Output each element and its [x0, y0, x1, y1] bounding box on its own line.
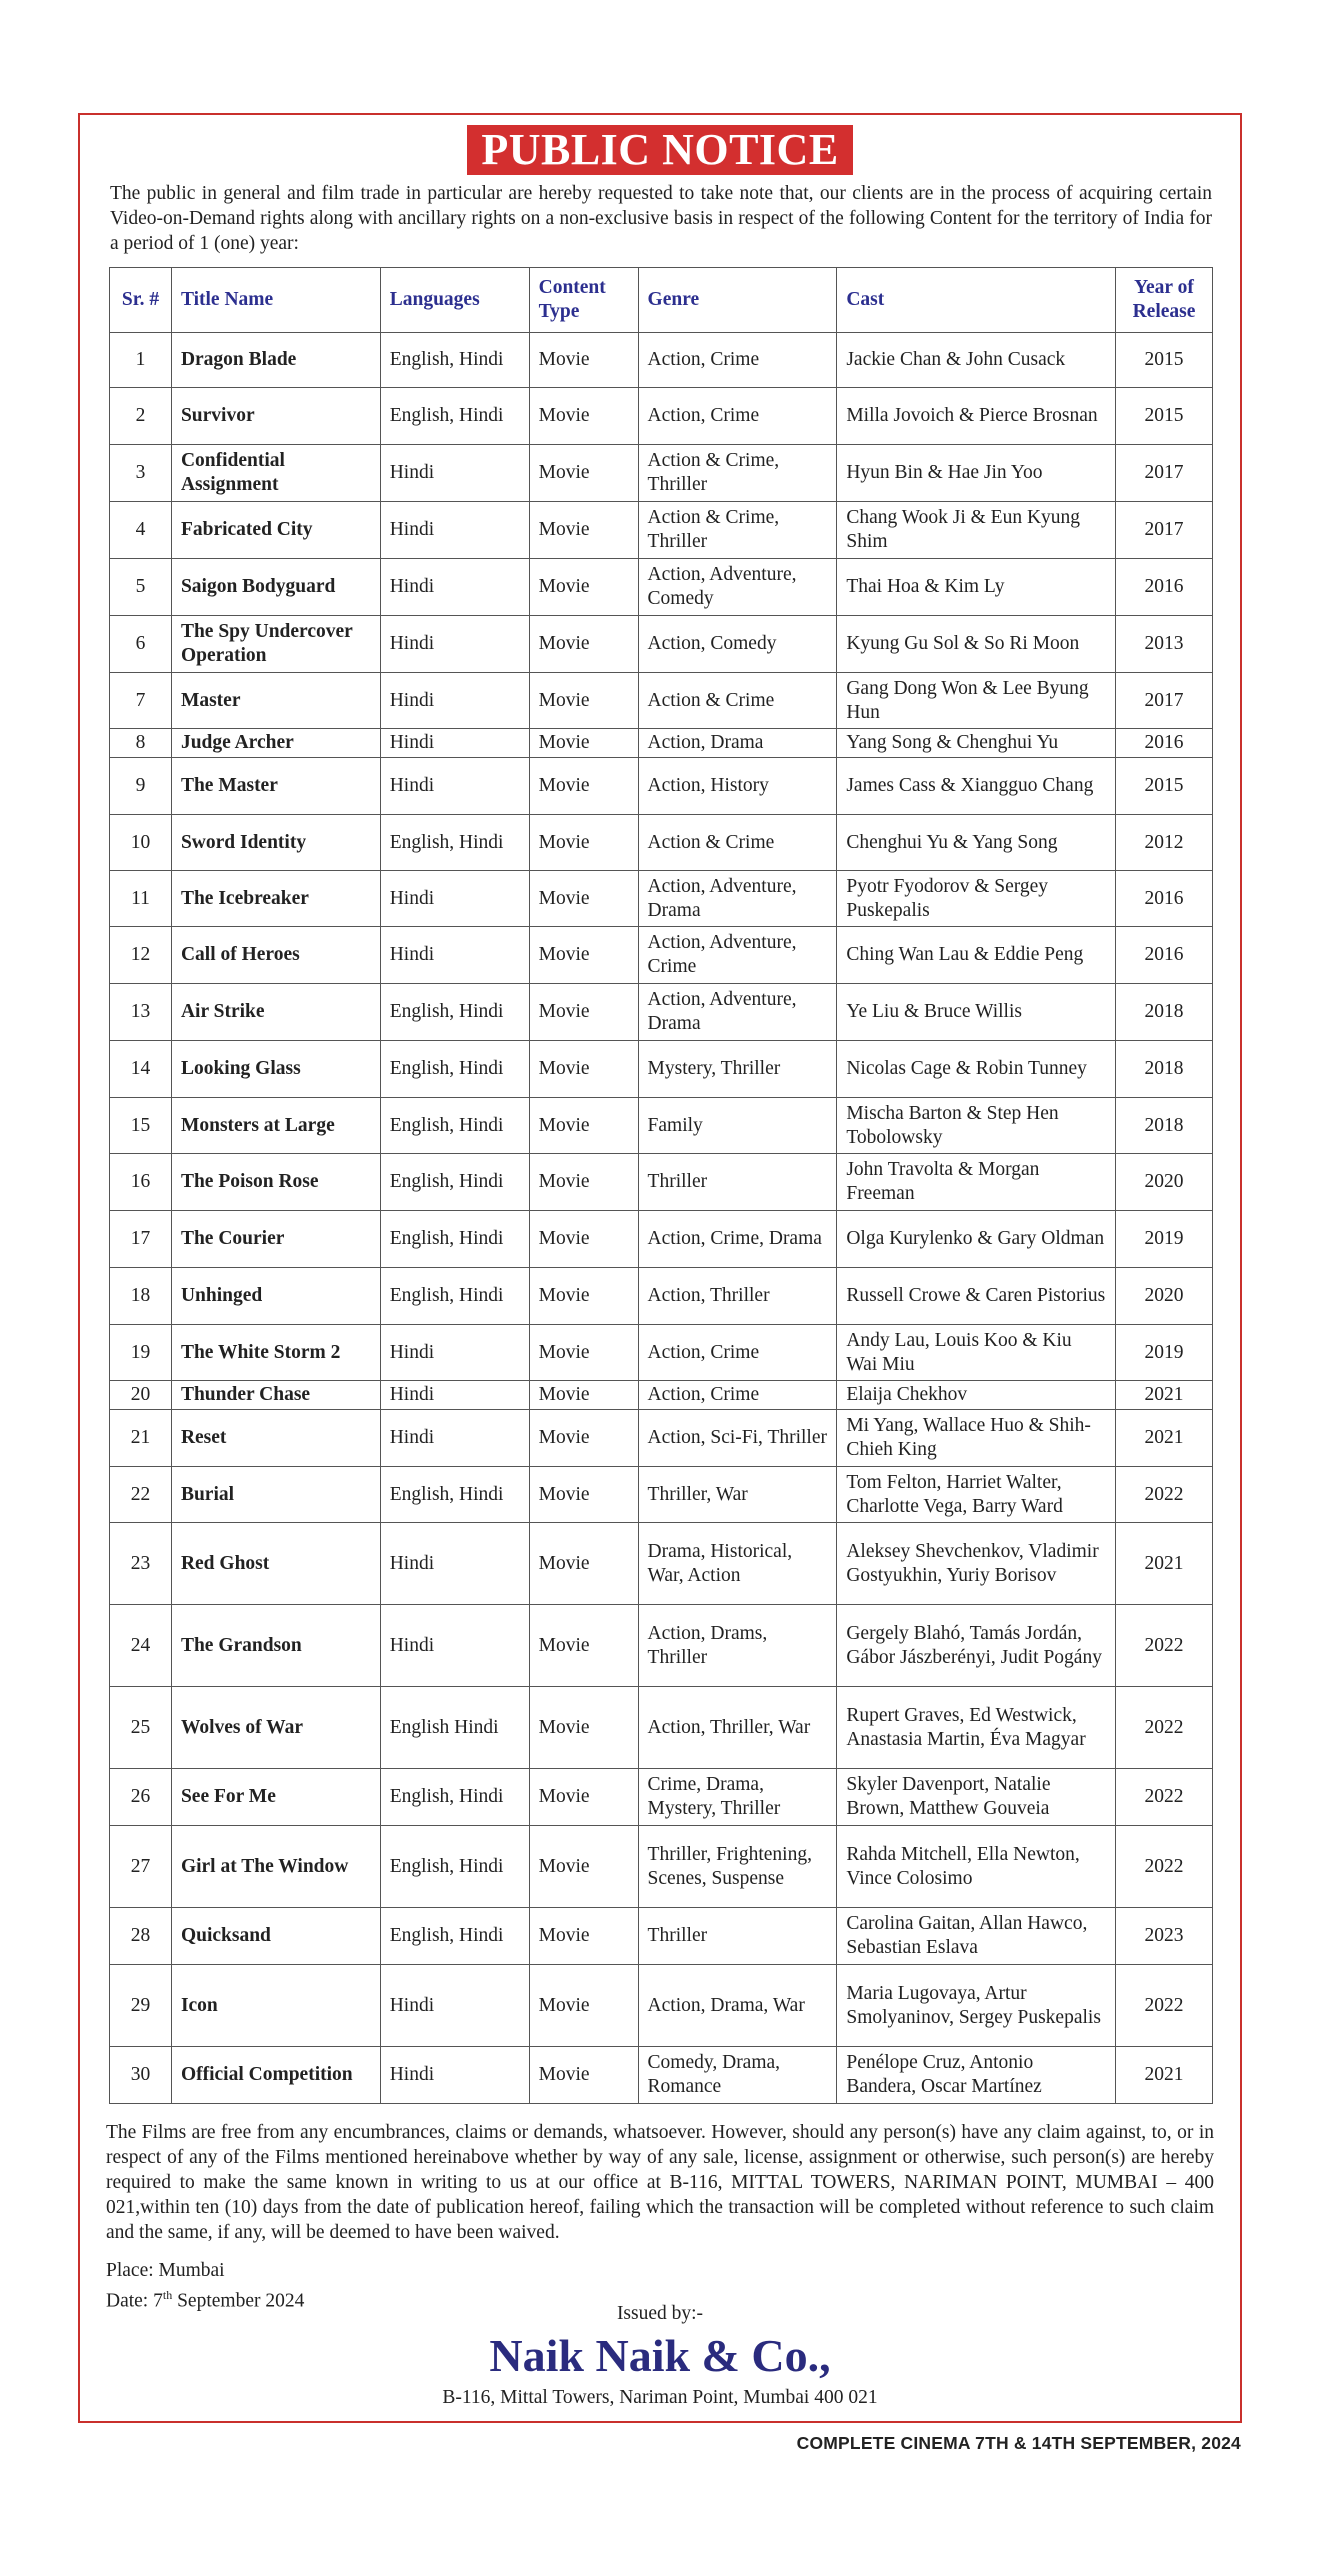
row-title: The White Storm 2	[171, 1325, 380, 1381]
row-content-type: Movie	[529, 1687, 638, 1769]
table-row	[110, 1687, 1213, 1769]
table-row	[110, 871, 1213, 927]
date-prefix: Date: 7	[106, 2290, 163, 2312]
row-sr: 22	[110, 1467, 172, 1523]
row-genre: Action, History	[638, 758, 837, 815]
row-cast: Rupert Graves, Ed Westwick, Anastasia Martin, Éva Magyar	[837, 1687, 1116, 1769]
row-languages: Hindi	[380, 616, 529, 673]
table-row	[110, 616, 1213, 673]
table-header-row	[110, 268, 1213, 333]
row-year: 2015	[1115, 333, 1212, 388]
row-languages: English, Hindi	[380, 1098, 529, 1154]
row-languages: Hindi	[380, 729, 529, 758]
row-year: 2022	[1115, 1605, 1212, 1687]
row-content-type: Movie	[529, 1381, 638, 1410]
row-year: 2022	[1115, 1769, 1212, 1826]
issued-by: Issued by:-	[616, 2303, 704, 2324]
row-year: 2017	[1115, 673, 1212, 729]
row-cast: Chenghui Yu & Yang Song	[837, 815, 1116, 871]
publication-line: COMPLETE CINEMA 7TH & 14TH SEPTEMBER, 2024	[796, 2433, 1241, 2453]
row-sr: 18	[110, 1268, 172, 1325]
row-sr: 13	[110, 984, 172, 1041]
row-genre: Drama, Historical, War, Action	[638, 1523, 837, 1605]
row-content-type: Movie	[529, 927, 638, 984]
row-cast: Skyler Davenport, Natalie Brown, Matthew Gouveia	[837, 1769, 1116, 1826]
row-cast: Ching Wan Lau & Eddie Peng	[837, 927, 1116, 984]
row-content-type: Movie	[529, 815, 638, 871]
row-genre: Action, Drama	[638, 729, 837, 758]
table-row	[110, 758, 1213, 815]
row-sr: 1	[110, 333, 172, 388]
row-genre: Action, Thriller	[638, 1268, 837, 1325]
row-sr: 17	[110, 1211, 172, 1268]
row-genre: Action, Crime	[638, 1325, 837, 1381]
row-year: 2016	[1115, 559, 1212, 616]
row-cast: Hyun Bin & Hae Jin Yoo	[837, 445, 1116, 502]
row-content-type: Movie	[529, 1211, 638, 1268]
row-genre: Action, Adventure, Crime	[638, 927, 837, 984]
row-sr: 20	[110, 1381, 172, 1410]
row-year: 2016	[1115, 927, 1212, 984]
row-content-type: Movie	[529, 1826, 638, 1908]
row-title: Unhinged	[171, 1268, 380, 1325]
row-sr: 7	[110, 673, 172, 729]
row-genre: Action, Sci-Fi, Thriller	[638, 1410, 837, 1467]
header-languages: Languages	[380, 268, 529, 333]
row-cast: Tom Felton, Harriet Walter, Charlotte Vega, Barry Ward	[837, 1467, 1116, 1523]
row-sr: 3	[110, 445, 172, 502]
row-languages: Hindi	[380, 1965, 529, 2047]
row-genre: Action, Crime, Drama	[638, 1211, 837, 1268]
row-cast: Thai Hoa & Kim Ly	[837, 559, 1116, 616]
row-cast: Pyotr Fyodorov & Sergey Puskepalis	[837, 871, 1116, 927]
table-row	[110, 1325, 1213, 1381]
row-title: See For Me	[171, 1769, 380, 1826]
row-languages: Hindi	[380, 502, 529, 559]
row-title: The Courier	[171, 1211, 380, 1268]
row-content-type: Movie	[529, 1041, 638, 1098]
row-title: The Icebreaker	[171, 871, 380, 927]
table-row	[110, 984, 1213, 1041]
row-sr: 6	[110, 616, 172, 673]
row-title: Survivor	[171, 388, 380, 445]
row-title: Call of Heroes	[171, 927, 380, 984]
row-content-type: Movie	[529, 1467, 638, 1523]
row-cast: Elaija Chekhov	[837, 1381, 1116, 1410]
row-year: 2021	[1115, 2047, 1212, 2104]
table-row	[110, 1769, 1213, 1826]
row-genre: Action & Crime, Thriller	[638, 445, 837, 502]
row-languages: Hindi	[380, 1410, 529, 1467]
row-title: Master	[171, 673, 380, 729]
header-genre: Genre	[638, 268, 837, 333]
row-content-type: Movie	[529, 1605, 638, 1687]
row-title: The Master	[171, 758, 380, 815]
row-languages: English, Hindi	[380, 388, 529, 445]
row-year: 2022	[1115, 1965, 1212, 2047]
row-year: 2018	[1115, 984, 1212, 1041]
row-year: 2022	[1115, 1687, 1212, 1769]
row-languages: Hindi	[380, 1325, 529, 1381]
row-content-type: Movie	[529, 673, 638, 729]
table-row	[110, 1211, 1213, 1268]
row-cast: Russell Crowe & Caren Pistorius	[837, 1268, 1116, 1325]
table-row	[110, 445, 1213, 502]
row-year: 2017	[1115, 502, 1212, 559]
row-content-type: Movie	[529, 616, 638, 673]
row-languages: Hindi	[380, 758, 529, 815]
row-cast: Olga Kurylenko & Gary Oldman	[837, 1211, 1116, 1268]
row-languages: English, Hindi	[380, 1041, 529, 1098]
row-year: 2019	[1115, 1325, 1212, 1381]
row-languages: Hindi	[380, 871, 529, 927]
row-title: Looking Glass	[171, 1041, 380, 1098]
row-sr: 28	[110, 1908, 172, 1965]
row-languages: Hindi	[380, 2047, 529, 2104]
row-cast: Mischa Barton & Step Hen Tobolowsky	[837, 1098, 1116, 1154]
row-languages: English, Hindi	[380, 1826, 529, 1908]
header-year: Year of Release	[1115, 268, 1212, 333]
row-sr: 16	[110, 1154, 172, 1211]
row-cast: Penélope Cruz, Antonio Bandera, Oscar Martínez	[837, 2047, 1116, 2104]
row-languages: English, Hindi	[380, 1268, 529, 1325]
row-year: 2022	[1115, 1826, 1212, 1908]
row-languages: English, Hindi	[380, 1211, 529, 1268]
row-cast: John Travolta & Morgan Freeman	[837, 1154, 1116, 1211]
table-row	[110, 502, 1213, 559]
table-row	[110, 673, 1213, 729]
row-title: Wolves of War	[171, 1687, 380, 1769]
header-cast: Cast	[837, 268, 1116, 333]
place-line: Place: Mumbai	[106, 2260, 225, 2281]
row-content-type: Movie	[529, 333, 638, 388]
row-content-type: Movie	[529, 1908, 638, 1965]
row-sr: 30	[110, 2047, 172, 2104]
row-languages: Hindi	[380, 927, 529, 984]
notice-intro: The public in general and film trade in particular are hereby requested to take note that, our clients are in the process of acquiring certain Video-on-Demand rights along with ancillary rights on a non-exclusive basis in respect of the following Content for the territory of India for a period of 1 (one) year:	[110, 183, 1212, 254]
row-sr: 26	[110, 1769, 172, 1826]
row-year: 2023	[1115, 1908, 1212, 1965]
row-genre: Action, Drams, Thriller	[638, 1605, 837, 1687]
row-languages: Hindi	[380, 559, 529, 616]
row-sr: 4	[110, 502, 172, 559]
row-sr: 9	[110, 758, 172, 815]
date-ordinal: th	[162, 2288, 173, 2302]
table-row	[110, 815, 1213, 871]
row-sr: 15	[110, 1098, 172, 1154]
row-cast: Maria Lugovaya, Artur Smolyaninov, Sergey Puskepalis	[837, 1965, 1116, 2047]
table-row	[110, 559, 1213, 616]
table-row	[110, 1965, 1213, 2047]
row-sr: 11	[110, 871, 172, 927]
row-languages: Hindi	[380, 445, 529, 502]
row-content-type: Movie	[529, 729, 638, 758]
table-row	[110, 1041, 1213, 1098]
table-row	[110, 1908, 1213, 1965]
row-year: 2017	[1115, 445, 1212, 502]
row-content-type: Movie	[529, 2047, 638, 2104]
row-title: Thunder Chase	[171, 1381, 380, 1410]
row-title: Fabricated City	[171, 502, 380, 559]
table-row	[110, 1154, 1213, 1211]
row-genre: Mystery, Thriller	[638, 1041, 837, 1098]
row-sr: 25	[110, 1687, 172, 1769]
row-cast: Aleksey Shevchenkov, Vladimir Gostyukhin, Yuriy Borisov	[837, 1523, 1116, 1605]
row-year: 2018	[1115, 1041, 1212, 1098]
row-sr: 8	[110, 729, 172, 758]
row-languages: Hindi	[380, 1381, 529, 1410]
header-content-type: Content Type	[529, 268, 638, 333]
header-sr: Sr. #	[110, 268, 172, 333]
films-table	[109, 267, 1213, 2104]
notice-title: PUBLIC NOTICE	[467, 125, 852, 175]
row-cast: Carolina Gaitan, Allan Hawco, Sebastian Eslava	[837, 1908, 1116, 1965]
row-title: Air Strike	[171, 984, 380, 1041]
table-row	[110, 1410, 1213, 1467]
row-genre: Action, Crime	[638, 333, 837, 388]
row-year: 2016	[1115, 729, 1212, 758]
row-year: 2021	[1115, 1523, 1212, 1605]
row-genre: Action, Adventure, Drama	[638, 984, 837, 1041]
table-row	[110, 1826, 1213, 1908]
row-year: 2022	[1115, 1467, 1212, 1523]
row-content-type: Movie	[529, 1965, 638, 2047]
row-cast: Rahda Mitchell, Ella Newton, Vince Colosimo	[837, 1826, 1116, 1908]
row-genre: Action & Crime, Thriller	[638, 502, 837, 559]
row-title: Saigon Bodyguard	[171, 559, 380, 616]
header-title: Title Name	[171, 268, 380, 333]
row-content-type: Movie	[529, 388, 638, 445]
row-content-type: Movie	[529, 871, 638, 927]
row-genre: Action, Adventure, Drama	[638, 871, 837, 927]
row-sr: 29	[110, 1965, 172, 2047]
row-sr: 19	[110, 1325, 172, 1381]
row-content-type: Movie	[529, 1769, 638, 1826]
row-sr: 2	[110, 388, 172, 445]
row-cast: Chang Wook Ji & Eun Kyung Shim	[837, 502, 1116, 559]
row-genre: Comedy, Drama, Romance	[638, 2047, 837, 2104]
row-cast: Gergely Blahó, Tamás Jordán, Gábor Jászberényi, Judit Pogány	[837, 1605, 1116, 1687]
table-row	[110, 1268, 1213, 1325]
row-languages: English Hindi	[380, 1687, 529, 1769]
row-cast: Milla Jovoich & Pierce Brosnan	[837, 388, 1116, 445]
row-content-type: Movie	[529, 445, 638, 502]
row-sr: 14	[110, 1041, 172, 1098]
row-title: Reset	[171, 1410, 380, 1467]
row-genre: Action & Crime	[638, 815, 837, 871]
row-content-type: Movie	[529, 1268, 638, 1325]
row-year: 2020	[1115, 1268, 1212, 1325]
row-title: Burial	[171, 1467, 380, 1523]
row-languages: Hindi	[380, 1605, 529, 1687]
row-year: 2020	[1115, 1154, 1212, 1211]
row-genre: Action, Drama, War	[638, 1965, 837, 2047]
row-cast: Ye Liu & Bruce Willis	[837, 984, 1116, 1041]
row-cast: Mi Yang, Wallace Huo & Shih-Chieh King	[837, 1410, 1116, 1467]
row-genre: Thriller, War	[638, 1467, 837, 1523]
row-title: Judge Archer	[171, 729, 380, 758]
row-content-type: Movie	[529, 559, 638, 616]
row-languages: English, Hindi	[380, 333, 529, 388]
row-year: 2013	[1115, 616, 1212, 673]
row-year: 2021	[1115, 1410, 1212, 1467]
row-genre: Action, Crime	[638, 1381, 837, 1410]
row-title: Dragon Blade	[171, 333, 380, 388]
firm-address: B-116, Mittal Towers, Nariman Point, Mumbai 400 021	[442, 2387, 878, 2408]
table-row	[110, 1467, 1213, 1523]
row-cast: Kyung Gu Sol & So Ri Moon	[837, 616, 1116, 673]
table-row	[110, 1605, 1213, 1687]
row-genre: Action, Thriller, War	[638, 1687, 837, 1769]
row-sr: 27	[110, 1826, 172, 1908]
row-content-type: Movie	[529, 984, 638, 1041]
row-content-type: Movie	[529, 1154, 638, 1211]
row-sr: 23	[110, 1523, 172, 1605]
table-row	[110, 1381, 1213, 1410]
row-year: 2019	[1115, 1211, 1212, 1268]
row-languages: English, Hindi	[380, 1467, 529, 1523]
row-cast: Yang Song & Chenghui Yu	[837, 729, 1116, 758]
row-title: The Poison Rose	[171, 1154, 380, 1211]
table-row	[110, 729, 1213, 758]
row-year: 2018	[1115, 1098, 1212, 1154]
row-genre: Action, Adventure, Comedy	[638, 559, 837, 616]
row-title: Sword Identity	[171, 815, 380, 871]
row-sr: 10	[110, 815, 172, 871]
row-content-type: Movie	[529, 1410, 638, 1467]
row-genre: Family	[638, 1098, 837, 1154]
row-genre: Action, Crime	[638, 388, 837, 445]
films-table-body	[110, 333, 1213, 2104]
table-row	[110, 1098, 1213, 1154]
row-content-type: Movie	[529, 1325, 638, 1381]
row-cast: Nicolas Cage & Robin Tunney	[837, 1041, 1116, 1098]
row-title: Icon	[171, 1965, 380, 2047]
table-row	[110, 1523, 1213, 1605]
table-row	[110, 927, 1213, 984]
row-languages: English, Hindi	[380, 1769, 529, 1826]
table-row	[110, 2047, 1213, 2104]
row-genre: Thriller, Frightening, Scenes, Suspense	[638, 1826, 837, 1908]
row-year: 2012	[1115, 815, 1212, 871]
row-cast: Jackie Chan & John Cusack	[837, 333, 1116, 388]
table-row	[110, 333, 1213, 388]
row-title: Official Competition	[171, 2047, 380, 2104]
row-cast: Andy Lau, Louis Koo & Kiu Wai Miu	[837, 1325, 1116, 1381]
row-title: Confidential Assignment	[171, 445, 380, 502]
row-languages: Hindi	[380, 1523, 529, 1605]
table-row	[110, 388, 1213, 445]
firm-name: Naik Naik & Co.,	[489, 2330, 831, 2381]
row-sr: 21	[110, 1410, 172, 1467]
row-title: Girl at The Window	[171, 1826, 380, 1908]
row-languages: Hindi	[380, 673, 529, 729]
row-genre: Crime, Drama, Mystery, Thriller	[638, 1769, 837, 1826]
row-genre: Thriller	[638, 1154, 837, 1211]
row-languages: English, Hindi	[380, 984, 529, 1041]
row-content-type: Movie	[529, 1098, 638, 1154]
row-content-type: Movie	[529, 1523, 638, 1605]
claims-statement: The Films are free from any encumbrances, claims or demands, whatsoever. However, should any person(s) have any claim against, to, or in respect of any of the Films mentioned hereinabove whether by way of any sale, license, assignment or otherwise, such person(s) are hereby required to make the same known in writing to us at our office at B-116, MITTAL TOWERS, NARIMAN POINT, MUMBAI – 400 021,within ten (10) days from the date of publication hereof, failing which the transaction will be completed without reference to such claim and the same, if any, will be deemed to have been waived.	[106, 2122, 1214, 2243]
row-title: Monsters at Large	[171, 1098, 380, 1154]
row-year: 2021	[1115, 1381, 1212, 1410]
row-year: 2016	[1115, 871, 1212, 927]
row-title: The Spy Undercover Operation	[171, 616, 380, 673]
row-languages: English, Hindi	[380, 1908, 529, 1965]
row-languages: English, Hindi	[380, 815, 529, 871]
row-title: Red Ghost	[171, 1523, 380, 1605]
row-title: The Grandson	[171, 1605, 380, 1687]
row-languages: English, Hindi	[380, 1154, 529, 1211]
row-content-type: Movie	[529, 502, 638, 559]
row-sr: 24	[110, 1605, 172, 1687]
row-sr: 5	[110, 559, 172, 616]
row-sr: 12	[110, 927, 172, 984]
row-content-type: Movie	[529, 758, 638, 815]
row-year: 2015	[1115, 758, 1212, 815]
row-cast: Gang Dong Won & Lee Byung Hun	[837, 673, 1116, 729]
row-genre: Thriller	[638, 1908, 837, 1965]
row-title: Quicksand	[171, 1908, 380, 1965]
row-cast: James Cass & Xiangguo Chang	[837, 758, 1116, 815]
date-suffix: September 2024	[172, 2290, 305, 2312]
row-genre: Action, Comedy	[638, 616, 837, 673]
row-year: 2015	[1115, 388, 1212, 445]
row-genre: Action & Crime	[638, 673, 837, 729]
public-notice-box	[78, 113, 1242, 2423]
